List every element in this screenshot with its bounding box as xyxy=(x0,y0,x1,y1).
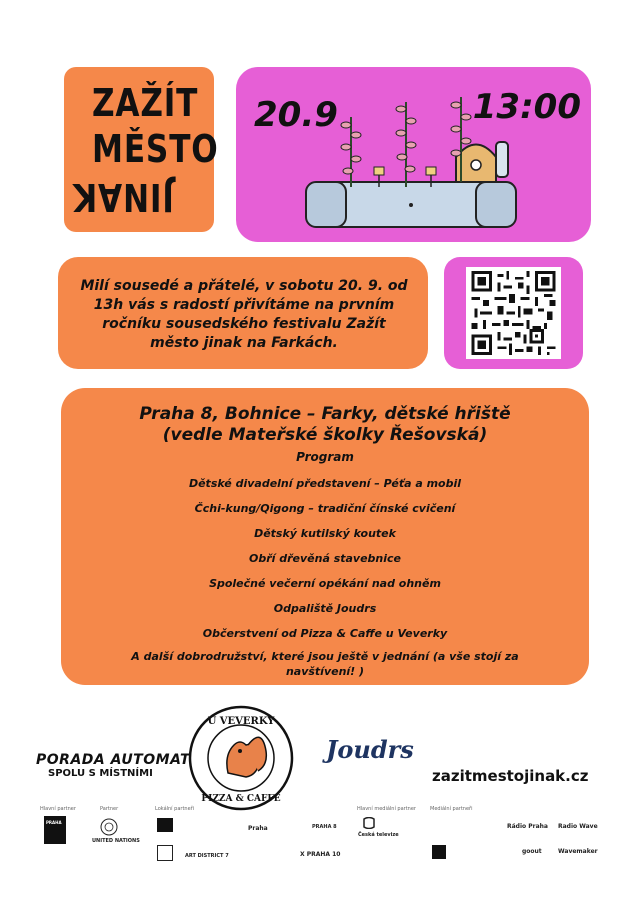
partner-label-partner: Partner xyxy=(100,806,119,812)
program-item: Odpaliště Joudrs xyxy=(273,602,377,615)
goout-logo: goout xyxy=(522,848,542,855)
program-list xyxy=(61,477,589,652)
praha-logo-text: PRAHA xyxy=(46,820,62,825)
qr-code-icon xyxy=(470,271,557,355)
location-line-1: Praha 8, Bohnice – Farky, dětské hřiště xyxy=(139,404,511,424)
event-time: 13:00 xyxy=(472,87,581,127)
porada-logo-line-2: SPOLU S MÍSTNÍMI xyxy=(48,768,153,779)
logo-line-3: JINAK xyxy=(72,175,174,219)
radio-praha-logo: Rádio Praha xyxy=(507,823,548,830)
date-time-panel xyxy=(236,67,591,242)
program-item: Obří dřevěná stavebnice xyxy=(248,552,402,565)
praha-local-logo: Praha xyxy=(248,825,268,832)
veverky-bottom-text: PIZZA & CAFFE xyxy=(201,794,281,804)
praha10-logo: X PRAHA 10 xyxy=(300,851,341,858)
partner-label-media: Mediální partneři xyxy=(430,806,473,812)
logo-line-2: MĚSTO xyxy=(92,127,219,171)
partner-label-main: Hlavní partner xyxy=(40,806,76,812)
program-item: Čchi-kung/Qigong – tradiční čínské cvičení xyxy=(194,502,456,515)
program-item: Společné večerní opékání nad ohněm xyxy=(209,577,441,590)
radio-wave-logo: Radio Wave xyxy=(558,823,598,830)
veverky-top-text: U VEVERKY xyxy=(207,716,275,727)
ceska-televize-logo: Česká televize xyxy=(358,832,399,838)
logo-line-1: ZAŽÍT xyxy=(92,81,199,125)
qr-code[interactable] xyxy=(466,267,561,359)
local-partner-logo-2 xyxy=(157,845,173,861)
un-logo-text: UNITED NATIONS xyxy=(92,838,140,844)
program-item: Občerstvení od Pizza & Caffe u Veverky xyxy=(202,627,448,640)
partner-label-main-media: Hlavní mediální partner xyxy=(357,806,416,812)
program-heading: Program xyxy=(296,450,354,464)
welcome-panel xyxy=(58,257,428,369)
veverky-logo xyxy=(188,705,294,811)
local-partner-logo-1 xyxy=(157,818,173,832)
qr-panel xyxy=(444,257,583,369)
program-item: Dětský kutilský koutek xyxy=(254,527,396,540)
porada-logo-line-1: PORADA AUTOMAT xyxy=(36,752,191,768)
festival-logo xyxy=(64,67,219,232)
ceska-televize-icon xyxy=(362,817,376,829)
location-line-2: (vedle Mateřské školky Řešovská) xyxy=(162,425,488,445)
partner-label-local: Lokální partneři xyxy=(155,806,195,812)
un-emblem-icon xyxy=(100,818,118,836)
welcome-text: Milí sousedé a přátelé, v sobotu 20. 9. od 13h vás s radostí přivítáme na prvním ročníku sousedského festivalu Zažít město jinak na Farkách. xyxy=(80,278,408,351)
event-date: 20.9 xyxy=(254,95,338,135)
program-panel xyxy=(61,388,589,685)
website-url[interactable]: zazitmestojinak.cz xyxy=(432,767,589,785)
program-item: Dětské divadelní představení – Péťa a mobil xyxy=(188,477,462,490)
praha8-logo: PRAHA 8 xyxy=(312,824,337,830)
joudrs-logo: Joudrs xyxy=(326,735,414,764)
program-extra-note: A další dobrodružství, které jsou ještě v jednání (a vše stojí za navštívení! ) xyxy=(131,650,519,678)
porada-automat-logo xyxy=(36,752,190,779)
wavemaker-logo: Wavemaker xyxy=(558,848,598,855)
media-partner-logo xyxy=(432,845,446,859)
art-district-logo: ART DISTRICT 7 xyxy=(185,853,229,859)
